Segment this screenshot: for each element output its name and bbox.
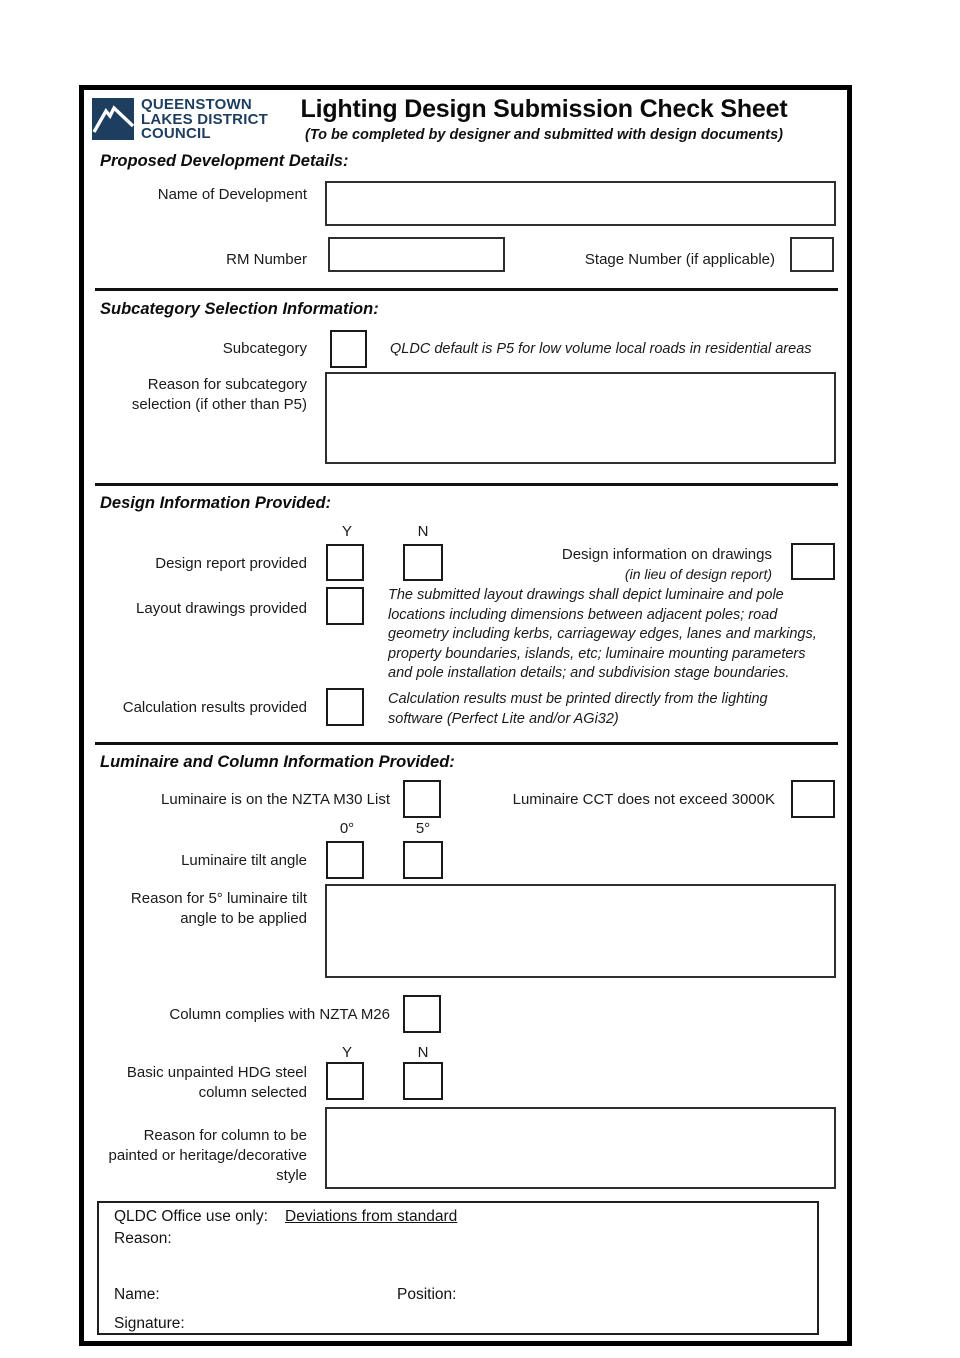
- section-heading-luminaire: Luminaire and Column Information Provided:: [100, 753, 455, 771]
- drawings-info-checkbox[interactable]: [791, 543, 835, 580]
- section-heading-design-info: Design Information Provided:: [100, 494, 332, 512]
- tilt-reason-label: Reason for 5° luminaire tilt angle to be applied: [130, 890, 307, 927]
- section-heading-development: Proposed Development Details:: [100, 152, 349, 170]
- tilt-5-checkbox[interactable]: [403, 841, 443, 879]
- subcategory-reason-input[interactable]: [325, 372, 836, 464]
- layout-drawings-label: Layout drawings provided: [136, 600, 307, 617]
- logo-line-2: LAKES DISTRICT: [141, 110, 268, 128]
- subcategory-input[interactable]: [330, 330, 367, 368]
- section-divider-2: [95, 483, 838, 486]
- logo-line-3: COUNCIL: [141, 125, 211, 143]
- drawings-info-sublabel: (in lieu of design report): [624, 566, 772, 582]
- office-signature-label: Signature:: [114, 1315, 185, 1332]
- no-column-header-1: N: [417, 523, 429, 540]
- design-report-y-checkbox[interactable]: [326, 544, 364, 581]
- section-divider-1: [95, 288, 838, 291]
- layout-drawings-note: The submitted layout drawings shall depict luminaire and pole locations including dimensions between adjacent poles; road geometry including kerbs, carriageway edges, lanes and markings, property boundaries, islands, etc; luminaire mounting parameters and pole installation details; and subdivision stage boundaries.: [388, 587, 817, 682]
- deviations-label: Deviations from standard: [285, 1208, 458, 1225]
- stage-number-label: Stage Number (if applicable): [584, 251, 775, 268]
- calc-results-checkbox[interactable]: [326, 688, 364, 726]
- drawings-info-label: Design information on drawings: [561, 546, 772, 563]
- office-reason-label: Reason:: [114, 1230, 172, 1247]
- office-name-label: Name:: [114, 1286, 160, 1303]
- no-column-header-2: N: [417, 1044, 429, 1061]
- m30-list-checkbox[interactable]: [403, 780, 441, 818]
- rm-number-input[interactable]: [328, 237, 505, 272]
- tilt-5-column-header: 5°: [415, 820, 431, 837]
- subcategory-label: Subcategory: [222, 340, 307, 357]
- section-heading-subcategory: Subcategory Selection Information:: [100, 300, 379, 318]
- qldc-logo-icon: [92, 98, 134, 140]
- tilt-angle-label: Luminaire tilt angle: [181, 852, 307, 869]
- section-divider-3: [95, 742, 838, 745]
- hdg-column-label: Basic unpainted HDG steel column selected: [126, 1064, 307, 1101]
- name-of-development-label: Name of Development: [157, 186, 307, 203]
- office-use-box: [97, 1201, 819, 1335]
- column-reason-label: Reason for column to be painted or heritage/decorative style: [108, 1127, 307, 1184]
- subcategory-default-note: QLDC default is P5 for low volume local roads in residential areas: [390, 341, 812, 357]
- rm-number-label: RM Number: [226, 251, 307, 268]
- cct-checkbox[interactable]: [791, 780, 835, 818]
- stage-number-input[interactable]: [790, 237, 834, 272]
- m26-label: Column complies with NZTA M26: [169, 1006, 390, 1023]
- hdg-n-checkbox[interactable]: [403, 1062, 443, 1100]
- calc-results-note: Calculation results must be printed directly from the lighting software (Perfect Lite and/or AGi32): [388, 691, 768, 727]
- design-report-label: Design report provided: [155, 555, 307, 572]
- column-reason-input[interactable]: [325, 1107, 836, 1189]
- layout-drawings-checkbox[interactable]: [326, 587, 364, 625]
- yes-column-header-1: Y: [341, 523, 352, 540]
- cct-label: Luminaire CCT does not exceed 3000K: [512, 791, 775, 808]
- tilt-0-column-header: 0°: [339, 820, 355, 837]
- tilt-0-checkbox[interactable]: [326, 841, 364, 879]
- name-of-development-input[interactable]: [325, 181, 836, 226]
- subcategory-reason-label: Reason for subcategory selection (if other than P5): [131, 376, 307, 413]
- m30-list-label: Luminaire is on the NZTA M30 List: [161, 791, 390, 808]
- yes-column-header-2: Y: [341, 1044, 352, 1061]
- office-use-title: QLDC Office use only:: [114, 1208, 268, 1225]
- tilt-reason-input[interactable]: [325, 884, 836, 978]
- hdg-y-checkbox[interactable]: [326, 1062, 364, 1100]
- calc-results-label: Calculation results provided: [122, 699, 307, 716]
- m26-checkbox[interactable]: [403, 995, 441, 1033]
- page-subtitle: (To be completed by designer and submitted with design documents): [304, 127, 783, 143]
- page-title: Lighting Design Submission Check Sheet: [300, 95, 788, 123]
- logo-line-1: QUEENSTOWN: [141, 96, 252, 113]
- office-position-label: Position:: [397, 1286, 457, 1303]
- design-report-n-checkbox[interactable]: [403, 544, 443, 581]
- check-sheet-border: [79, 85, 852, 1346]
